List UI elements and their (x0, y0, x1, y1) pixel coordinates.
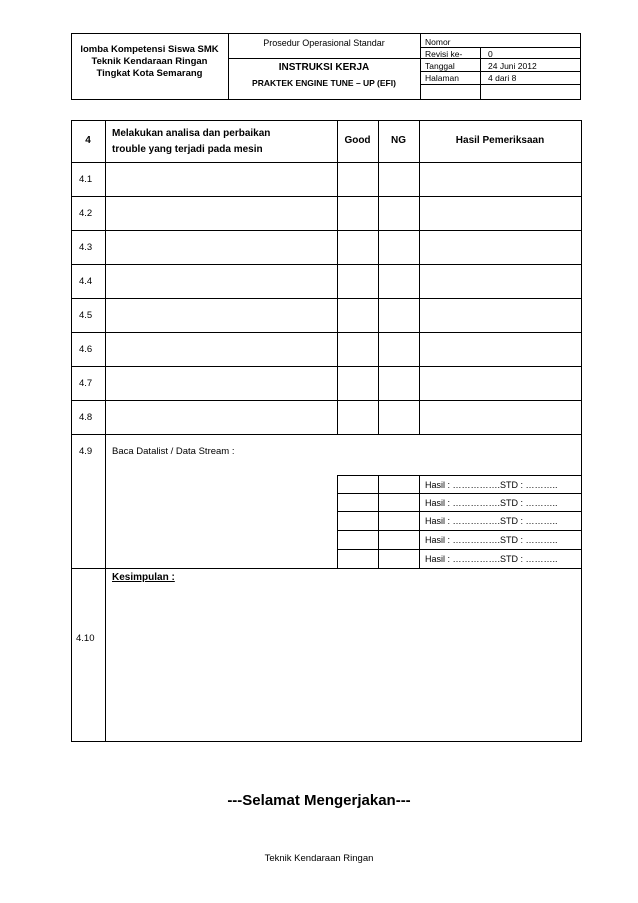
closing-message: ---Selamat Mengerjakan--- (227, 792, 411, 809)
col-header-good: Good (344, 135, 371, 146)
datalist-result: Hasil : …………….STD : ……….. (425, 535, 558, 545)
org-location: Tingkat Kota Semarang (96, 68, 203, 79)
doc-subtitle: PRAKTEK ENGINE TUNE – UP (EFI) (252, 78, 396, 88)
row-number: 4.3 (79, 242, 93, 253)
row-number: 4.2 (79, 208, 93, 219)
meta-label-nomor: Nomor (425, 37, 451, 47)
meta-label-tanggal: Tanggal (425, 61, 455, 71)
org-department: Teknik Kendaraan Ringan (91, 56, 208, 67)
datalist-result: Hasil : …………….STD : ……….. (425, 516, 558, 526)
row-number: 4.1 (79, 174, 93, 185)
datalist-result: Hasil : …………….STD : ……….. (425, 554, 558, 564)
row-number: 4.5 (79, 310, 93, 321)
meta-value-tanggal: 24 Juni 2012 (488, 61, 537, 71)
datalist-result: Hasil : …………….STD : ……….. (425, 480, 558, 490)
datalist-label: Baca Datalist / Data Stream : (112, 446, 235, 457)
col-header-result: Hasil Pemeriksaan (455, 135, 545, 146)
section-number: 4 (85, 135, 91, 146)
org-name: lomba Kompetensi Siswa SMK (80, 44, 219, 55)
meta-label-halaman: Halaman (425, 73, 460, 83)
meta-value-halaman: 4 dari 8 (488, 73, 517, 83)
sop-label: Prosedur Operasional Standar (263, 38, 385, 48)
meta-value-revisi: 0 (488, 49, 493, 59)
datalist-result: Hasil : …………….STD : ……….. (425, 498, 558, 508)
row-number: 4.4 (79, 276, 93, 287)
col-header-ng: NG (391, 135, 406, 146)
meta-label-revisi: Revisi ke- (425, 49, 463, 59)
row-number: 4.7 (79, 378, 93, 389)
section-title-line2: trouble yang terjadi pada mesin (112, 144, 263, 155)
row-number: 4.8 (79, 412, 93, 423)
conclusion-label: Kesimpulan : (112, 572, 175, 583)
doc-title: INSTRUKSI KERJA (278, 62, 370, 73)
conclusion-number: 4.10 (76, 633, 95, 644)
section-title-line1: Melakukan analisa dan perbaikan (112, 128, 271, 139)
row-number: 4.6 (79, 344, 93, 355)
datalist-number: 4.9 (79, 446, 93, 457)
page-footer: Teknik Kendaraan Ringan (264, 853, 374, 864)
